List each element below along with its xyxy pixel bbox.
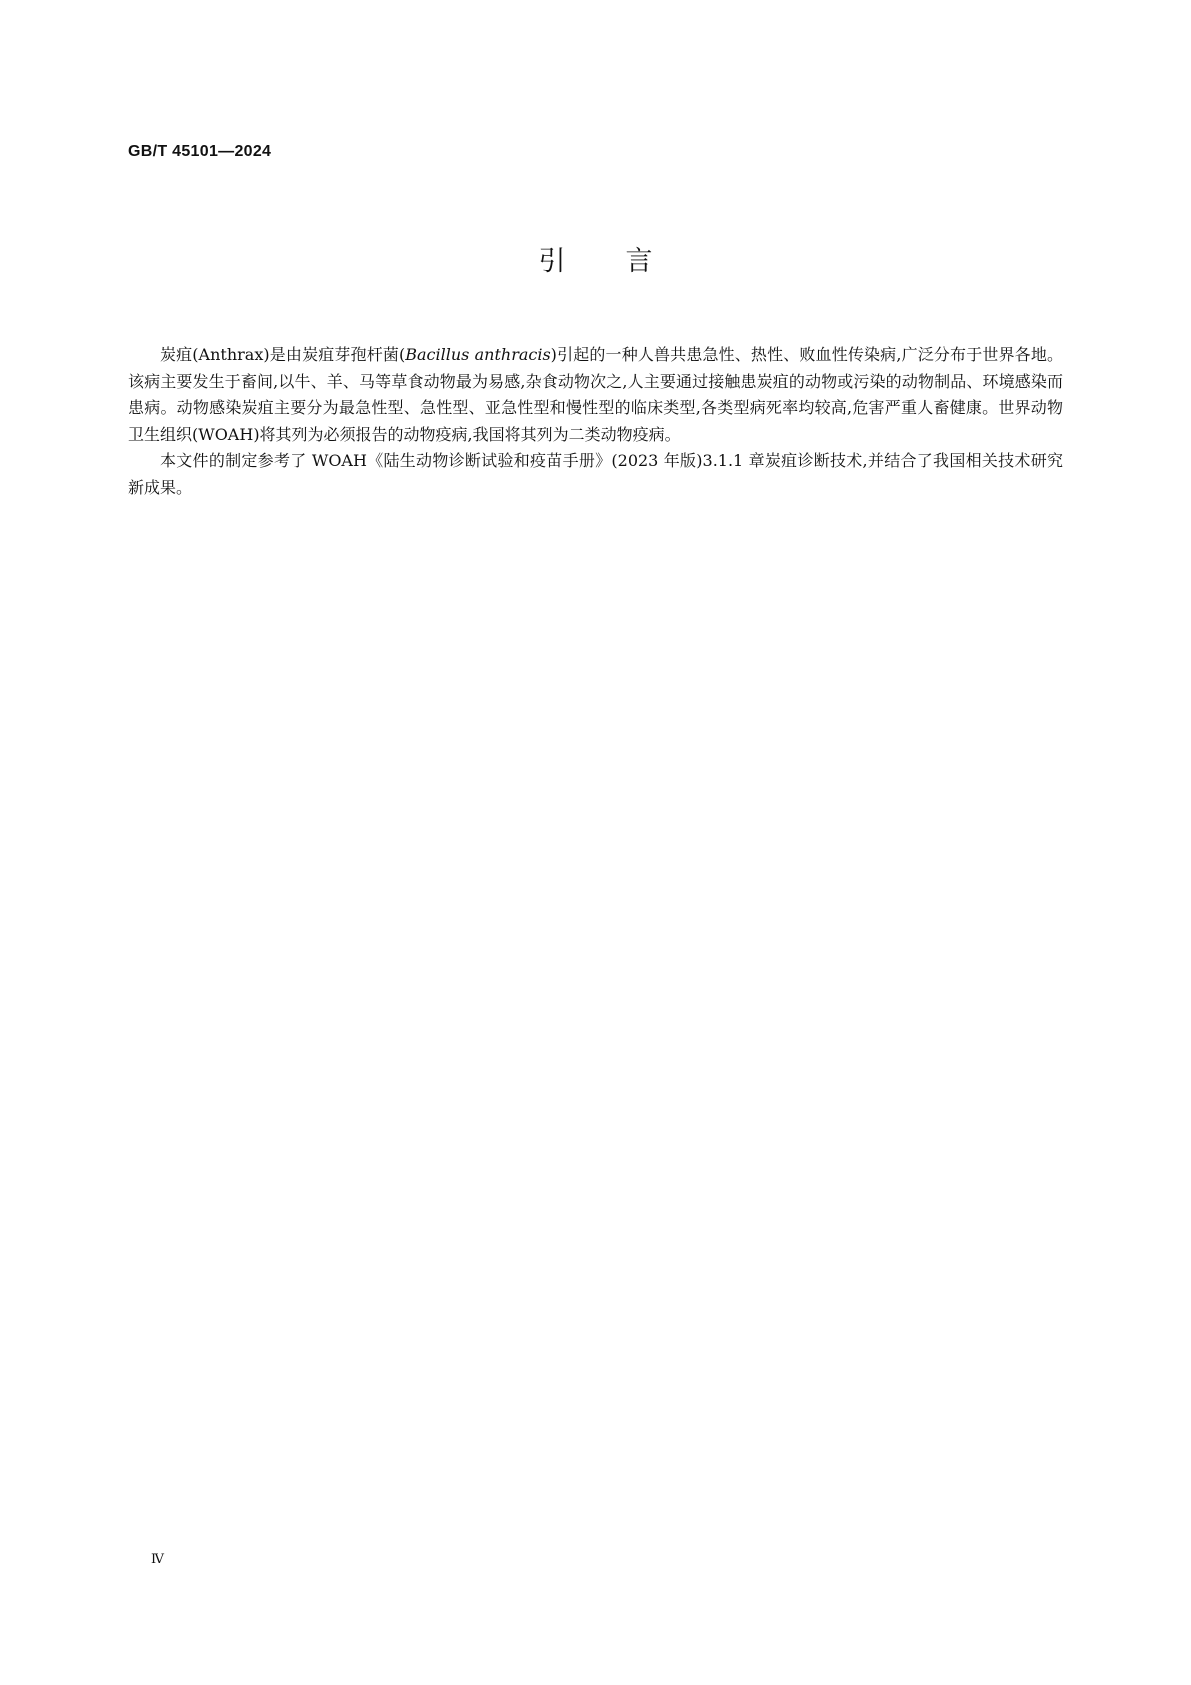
paragraph-references: 本文件的制定参考了 WOAH《陆生动物诊断试验和疫苗手册》(2023 年版)3.1.1 章炭疽诊断技术,并结合了我国相关技术研究新成果。 [128, 451, 1063, 497]
paragraph-anthrax-overview [128, 342, 1063, 448]
page-number: Ⅳ [151, 1552, 164, 1567]
document-number: GB/T 45101—2024 [128, 143, 272, 160]
scientific-name: Bacillus anthracis [405, 345, 551, 364]
paragraph-1-text-a: 炭疽(Anthrax)是由炭疽芽孢杆菌( [160, 345, 406, 364]
section-title-char-2: 言 [625, 246, 653, 277]
section-title-char-1: 引 [538, 246, 566, 277]
section-title [0, 246, 1191, 278]
paragraph-1-text-b: )引起的一种人兽共患急性、热性、败血性传染病,广泛分布于世界各地。该病主要发生于畜间,以牛、羊、马等草食动物最为易感,杂食动物次之,人主要通过接触患炭疽的动物或污染的动物制品、环境感染而患病。动物感染炭疽主要分为最急性型、急性型、亚急性型和慢性型的临床类型,各类型病死率均较高,危害严重人畜健康。世界动物卫生组织(WOAH)将其列为必须报告的动物疫病,我国将其列为二类动物疫病。 [128, 345, 1063, 444]
introduction-body [128, 342, 1063, 501]
